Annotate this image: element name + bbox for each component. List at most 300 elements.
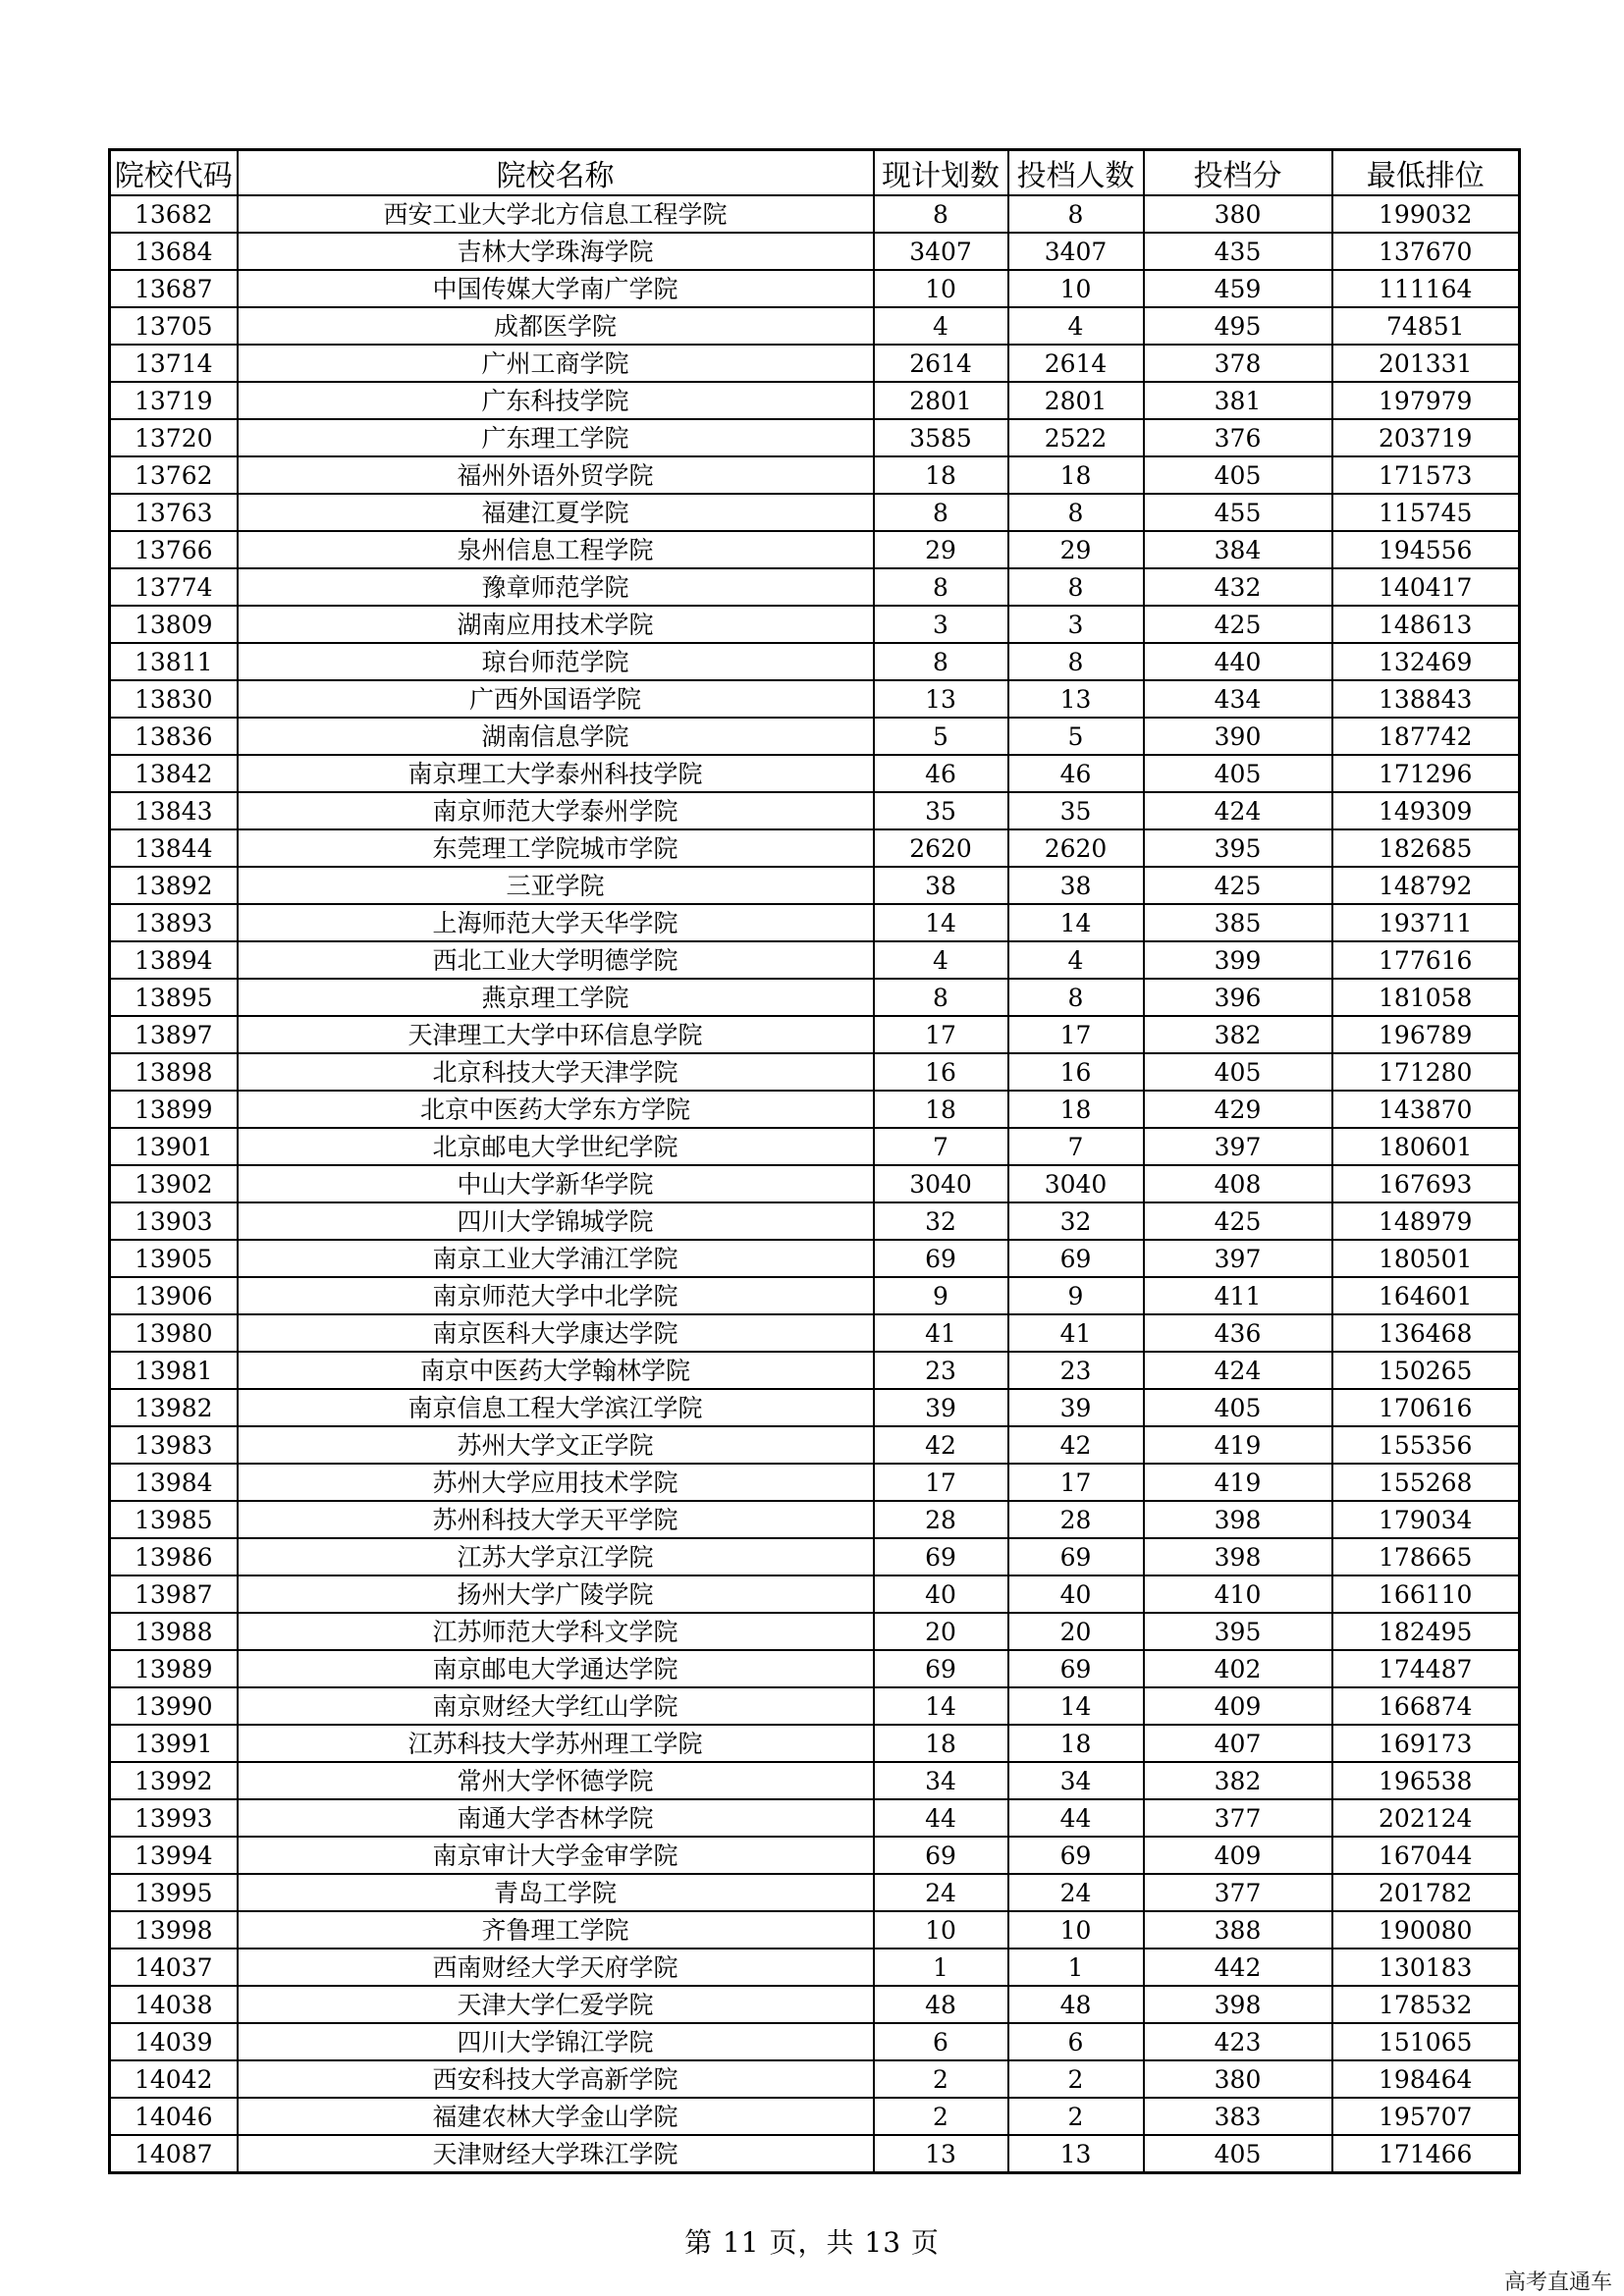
cell-school-code: 13985 (110, 1501, 238, 1538)
cell-lowest-rank: 166110 (1332, 1575, 1520, 1613)
cell-filed-count: 32 (1008, 1202, 1144, 1240)
cell-lowest-rank: 187742 (1332, 718, 1520, 755)
cell-school-code: 13905 (110, 1240, 238, 1277)
cell-planned-count: 17 (874, 1016, 1008, 1053)
cell-filed-count: 29 (1008, 531, 1144, 568)
table-row (110, 1128, 1520, 1165)
cell-filing-score: 459 (1144, 270, 1332, 307)
cell-filed-count: 3 (1008, 606, 1144, 643)
table-row (110, 1464, 1520, 1501)
cell-filing-score: 409 (1144, 1837, 1332, 1874)
cell-filing-score: 384 (1144, 531, 1332, 568)
cell-school-code: 13719 (110, 382, 238, 419)
cell-planned-count: 44 (874, 1799, 1008, 1837)
cell-school-code: 13903 (110, 1202, 238, 1240)
cell-planned-count: 3 (874, 606, 1008, 643)
cell-lowest-rank: 170616 (1332, 1389, 1520, 1426)
header-planned-count: 现计划数 (874, 150, 1008, 196)
cell-school-name: 南京中医药大学翰林学院 (238, 1352, 874, 1389)
cell-school-name: 福州外语外贸学院 (238, 456, 874, 494)
cell-school-name: 燕京理工学院 (238, 979, 874, 1016)
cell-school-code: 14042 (110, 2060, 238, 2098)
cell-school-name: 东莞理工学院城市学院 (238, 829, 874, 867)
cell-lowest-rank: 194556 (1332, 531, 1520, 568)
table-row (110, 1426, 1520, 1464)
cell-school-code: 13981 (110, 1352, 238, 1389)
cell-planned-count: 2 (874, 2098, 1008, 2135)
cell-filing-score: 423 (1144, 2023, 1332, 2060)
cell-lowest-rank: 138843 (1332, 680, 1520, 718)
cell-filing-score: 440 (1144, 643, 1332, 680)
cell-filed-count: 23 (1008, 1352, 1144, 1389)
cell-filing-score: 383 (1144, 2098, 1332, 2135)
table-row (110, 718, 1520, 755)
cell-planned-count: 69 (874, 1837, 1008, 1874)
cell-filing-score: 380 (1144, 195, 1332, 233)
cell-filing-score: 405 (1144, 1389, 1332, 1426)
cell-filing-score: 429 (1144, 1091, 1332, 1128)
cell-school-code: 13990 (110, 1687, 238, 1725)
cell-filed-count: 42 (1008, 1426, 1144, 1464)
table-row (110, 2098, 1520, 2135)
cell-filed-count: 2522 (1008, 419, 1144, 456)
cell-school-name: 上海师范大学天华学院 (238, 904, 874, 941)
cell-filing-score: 442 (1144, 1949, 1332, 1986)
cell-filing-score: 408 (1144, 1165, 1332, 1202)
cell-school-name: 江苏师范大学科文学院 (238, 1613, 874, 1650)
cell-planned-count: 41 (874, 1314, 1008, 1352)
cell-school-name: 江苏科技大学苏州理工学院 (238, 1725, 874, 1762)
cell-lowest-rank: 148979 (1332, 1202, 1520, 1240)
cell-filed-count: 13 (1008, 2135, 1144, 2173)
cell-planned-count: 39 (874, 1389, 1008, 1426)
cell-school-code: 13894 (110, 941, 238, 979)
cell-planned-count: 3040 (874, 1165, 1008, 1202)
table-row (110, 1314, 1520, 1352)
cell-filed-count: 2 (1008, 2060, 1144, 2098)
cell-planned-count: 69 (874, 1650, 1008, 1687)
cell-filing-score: 396 (1144, 979, 1332, 1016)
cell-filed-count: 41 (1008, 1314, 1144, 1352)
table-row (110, 531, 1520, 568)
cell-school-name: 湖南信息学院 (238, 718, 874, 755)
cell-filing-score: 402 (1144, 1650, 1332, 1687)
cell-school-code: 13982 (110, 1389, 238, 1426)
cell-lowest-rank: 167044 (1332, 1837, 1520, 1874)
page-footer: 第 11 页，共 13 页 (684, 2226, 940, 2259)
cell-school-name: 天津理工大学中环信息学院 (238, 1016, 874, 1053)
cell-lowest-rank: 201782 (1332, 1874, 1520, 1911)
cell-planned-count: 5 (874, 718, 1008, 755)
cell-lowest-rank: 203719 (1332, 419, 1520, 456)
cell-planned-count: 7 (874, 1128, 1008, 1165)
cell-filing-score: 435 (1144, 233, 1332, 270)
cell-planned-count: 18 (874, 1091, 1008, 1128)
cell-school-name: 南通大学杏林学院 (238, 1799, 874, 1837)
cell-school-name: 泉州信息工程学院 (238, 531, 874, 568)
cell-school-code: 13989 (110, 1650, 238, 1687)
cell-school-code: 13766 (110, 531, 238, 568)
cell-lowest-rank: 111164 (1332, 270, 1520, 307)
cell-filed-count: 48 (1008, 1986, 1144, 2023)
cell-lowest-rank: 196538 (1332, 1762, 1520, 1799)
cell-filed-count: 8 (1008, 643, 1144, 680)
cell-filed-count: 2620 (1008, 829, 1144, 867)
cell-filing-score: 495 (1144, 307, 1332, 345)
cell-school-code: 13983 (110, 1426, 238, 1464)
table-row (110, 1091, 1520, 1128)
cell-lowest-rank: 74851 (1332, 307, 1520, 345)
cell-planned-count: 9 (874, 1277, 1008, 1314)
cell-filed-count: 69 (1008, 1538, 1144, 1575)
cell-school-name: 西安科技大学高新学院 (238, 2060, 874, 2098)
cell-school-name: 南京师范大学中北学院 (238, 1277, 874, 1314)
cell-filing-score: 424 (1144, 792, 1332, 829)
cell-lowest-rank: 150265 (1332, 1352, 1520, 1389)
cell-lowest-rank: 193711 (1332, 904, 1520, 941)
cell-planned-count: 34 (874, 1762, 1008, 1799)
cell-filed-count: 17 (1008, 1464, 1144, 1501)
cell-lowest-rank: 180501 (1332, 1240, 1520, 1277)
table-row (110, 1650, 1520, 1687)
cell-school-code: 13705 (110, 307, 238, 345)
cell-filed-count: 8 (1008, 494, 1144, 531)
cell-filing-score: 398 (1144, 1501, 1332, 1538)
cell-planned-count: 4 (874, 941, 1008, 979)
cell-school-name: 豫章师范学院 (238, 568, 874, 606)
cell-filed-count: 18 (1008, 1091, 1144, 1128)
cell-school-code: 13811 (110, 643, 238, 680)
cell-lowest-rank: 178665 (1332, 1538, 1520, 1575)
table-row (110, 680, 1520, 718)
cell-filed-count: 69 (1008, 1837, 1144, 1874)
cell-school-code: 13843 (110, 792, 238, 829)
cell-school-code: 13763 (110, 494, 238, 531)
cell-planned-count: 10 (874, 270, 1008, 307)
cell-filing-score: 409 (1144, 1687, 1332, 1725)
cell-lowest-rank: 174487 (1332, 1650, 1520, 1687)
cell-school-code: 13830 (110, 680, 238, 718)
cell-lowest-rank: 143870 (1332, 1091, 1520, 1128)
table-row (110, 1613, 1520, 1650)
cell-school-name: 天津大学仁爱学院 (238, 1986, 874, 2023)
cell-planned-count: 40 (874, 1575, 1008, 1613)
cell-lowest-rank: 148792 (1332, 867, 1520, 904)
cell-planned-count: 38 (874, 867, 1008, 904)
cell-filed-count: 2614 (1008, 345, 1144, 382)
cell-lowest-rank: 197979 (1332, 382, 1520, 419)
table-row (110, 755, 1520, 792)
cell-school-name: 南京师范大学泰州学院 (238, 792, 874, 829)
cell-filed-count: 8 (1008, 195, 1144, 233)
cell-school-code: 13714 (110, 345, 238, 382)
cell-school-code: 13899 (110, 1091, 238, 1128)
cell-school-name: 南京财经大学红山学院 (238, 1687, 874, 1725)
cell-planned-count: 69 (874, 1538, 1008, 1575)
cell-planned-count: 24 (874, 1874, 1008, 1911)
cell-school-name: 南京理工大学泰州科技学院 (238, 755, 874, 792)
cell-school-name: 青岛工学院 (238, 1874, 874, 1911)
cell-planned-count: 32 (874, 1202, 1008, 1240)
cell-lowest-rank: 182685 (1332, 829, 1520, 867)
cell-school-name: 常州大学怀德学院 (238, 1762, 874, 1799)
cell-school-name: 北京中医药大学东方学院 (238, 1091, 874, 1128)
table-row (110, 419, 1520, 456)
cell-school-code: 13893 (110, 904, 238, 941)
cell-school-name: 南京信息工程大学滨江学院 (238, 1389, 874, 1426)
cell-filing-score: 434 (1144, 680, 1332, 718)
cell-school-code: 14087 (110, 2135, 238, 2173)
cell-filing-score: 405 (1144, 2135, 1332, 2173)
cell-filing-score: 382 (1144, 1762, 1332, 1799)
cell-school-code: 13897 (110, 1016, 238, 1053)
cell-school-code: 13988 (110, 1613, 238, 1650)
cell-planned-count: 8 (874, 643, 1008, 680)
cell-lowest-rank: 137670 (1332, 233, 1520, 270)
cell-school-code: 13836 (110, 718, 238, 755)
cell-filing-score: 382 (1144, 1016, 1332, 1053)
table-row (110, 1687, 1520, 1725)
table-row (110, 1762, 1520, 1799)
table-row (110, 1277, 1520, 1314)
cell-lowest-rank: 195707 (1332, 2098, 1520, 2135)
cell-lowest-rank: 155356 (1332, 1426, 1520, 1464)
cell-filed-count: 5 (1008, 718, 1144, 755)
cell-filed-count: 2 (1008, 2098, 1144, 2135)
cell-lowest-rank: 155268 (1332, 1464, 1520, 1501)
cell-school-name: 扬州大学广陵学院 (238, 1575, 874, 1613)
cell-filing-score: 398 (1144, 1538, 1332, 1575)
cell-filed-count: 1 (1008, 1949, 1144, 1986)
cell-lowest-rank: 169173 (1332, 1725, 1520, 1762)
cell-filing-score: 405 (1144, 1053, 1332, 1091)
cell-planned-count: 2801 (874, 382, 1008, 419)
cell-filed-count: 10 (1008, 270, 1144, 307)
table-row (110, 1202, 1520, 1240)
cell-planned-count: 13 (874, 2135, 1008, 2173)
cell-school-code: 13720 (110, 419, 238, 456)
cell-lowest-rank: 166874 (1332, 1687, 1520, 1725)
cell-filing-score: 398 (1144, 1986, 1332, 2023)
cell-school-name: 广东理工学院 (238, 419, 874, 456)
cell-school-name: 南京医科大学康达学院 (238, 1314, 874, 1352)
header-school-name: 院校名称 (238, 150, 874, 196)
cell-filed-count: 16 (1008, 1053, 1144, 1091)
cell-filing-score: 411 (1144, 1277, 1332, 1314)
table-row (110, 1016, 1520, 1053)
cell-filed-count: 8 (1008, 979, 1144, 1016)
cell-school-name: 南京邮电大学通达学院 (238, 1650, 874, 1687)
cell-school-code: 13994 (110, 1837, 238, 1874)
table-row (110, 1799, 1520, 1837)
cell-lowest-rank: 201331 (1332, 345, 1520, 382)
cell-lowest-rank: 190080 (1332, 1911, 1520, 1949)
cell-filed-count: 9 (1008, 1277, 1144, 1314)
cell-planned-count: 28 (874, 1501, 1008, 1538)
cell-filing-score: 405 (1144, 755, 1332, 792)
header-filed-count: 投档人数 (1008, 150, 1144, 196)
cell-school-name: 天津财经大学珠江学院 (238, 2135, 874, 2173)
cell-school-name: 四川大学锦城学院 (238, 1202, 874, 1240)
cell-school-name: 成都医学院 (238, 307, 874, 345)
cell-lowest-rank: 136468 (1332, 1314, 1520, 1352)
cell-school-name: 湖南应用技术学院 (238, 606, 874, 643)
cell-planned-count: 10 (874, 1911, 1008, 1949)
cell-filing-score: 378 (1144, 345, 1332, 382)
cell-school-code: 13993 (110, 1799, 238, 1837)
cell-filed-count: 13 (1008, 680, 1144, 718)
cell-filing-score: 385 (1144, 904, 1332, 941)
cell-school-code: 13684 (110, 233, 238, 270)
cell-school-code: 14038 (110, 1986, 238, 2023)
cell-lowest-rank: 182495 (1332, 1613, 1520, 1650)
cell-school-name: 四川大学锦江学院 (238, 2023, 874, 2060)
cell-filing-score: 376 (1144, 419, 1332, 456)
admissions-table (108, 148, 1521, 2174)
cell-school-code: 13774 (110, 568, 238, 606)
cell-filed-count: 20 (1008, 1613, 1144, 1650)
cell-planned-count: 2620 (874, 829, 1008, 867)
cell-lowest-rank: 171466 (1332, 2135, 1520, 2173)
table-row (110, 568, 1520, 606)
cell-school-name: 苏州大学应用技术学院 (238, 1464, 874, 1501)
table-row (110, 1165, 1520, 1202)
cell-school-code: 14039 (110, 2023, 238, 2060)
cell-filed-count: 2801 (1008, 382, 1144, 419)
cell-planned-count: 8 (874, 494, 1008, 531)
cell-planned-count: 8 (874, 568, 1008, 606)
cell-school-code: 13895 (110, 979, 238, 1016)
cell-school-name: 中山大学新华学院 (238, 1165, 874, 1202)
table-row (110, 195, 1520, 233)
cell-lowest-rank: 196789 (1332, 1016, 1520, 1053)
cell-filing-score: 390 (1144, 718, 1332, 755)
cell-planned-count: 13 (874, 680, 1008, 718)
cell-lowest-rank: 181058 (1332, 979, 1520, 1016)
cell-planned-count: 3407 (874, 233, 1008, 270)
cell-filed-count: 8 (1008, 568, 1144, 606)
cell-filed-count: 34 (1008, 1762, 1144, 1799)
cell-filed-count: 24 (1008, 1874, 1144, 1911)
cell-school-name: 福建农林大学金山学院 (238, 2098, 874, 2135)
cell-planned-count: 3585 (874, 419, 1008, 456)
cell-school-code: 14046 (110, 2098, 238, 2135)
cell-school-name: 吉林大学珠海学院 (238, 233, 874, 270)
cell-lowest-rank: 171280 (1332, 1053, 1520, 1091)
cell-lowest-rank: 179034 (1332, 1501, 1520, 1538)
cell-filed-count: 4 (1008, 307, 1144, 345)
cell-school-name: 广州工商学院 (238, 345, 874, 382)
cell-lowest-rank: 198464 (1332, 2060, 1520, 2098)
cell-school-code: 13892 (110, 867, 238, 904)
cell-school-code: 14037 (110, 1949, 238, 1986)
cell-filing-score: 380 (1144, 2060, 1332, 2098)
cell-planned-count: 8 (874, 195, 1008, 233)
table-row (110, 1538, 1520, 1575)
cell-school-code: 13984 (110, 1464, 238, 1501)
cell-planned-count: 46 (874, 755, 1008, 792)
cell-filed-count: 18 (1008, 456, 1144, 494)
cell-filed-count: 39 (1008, 1389, 1144, 1426)
table-row (110, 1986, 1520, 2023)
cell-school-code: 13901 (110, 1128, 238, 1165)
cell-planned-count: 42 (874, 1426, 1008, 1464)
table-row (110, 1053, 1520, 1091)
cell-planned-count: 29 (874, 531, 1008, 568)
cell-filed-count: 38 (1008, 867, 1144, 904)
cell-lowest-rank: 178532 (1332, 1986, 1520, 2023)
table-row (110, 1389, 1520, 1426)
cell-planned-count: 23 (874, 1352, 1008, 1389)
cell-lowest-rank: 164601 (1332, 1277, 1520, 1314)
cell-planned-count: 69 (874, 1240, 1008, 1277)
cell-school-name: 南京工业大学浦江学院 (238, 1240, 874, 1277)
table-row (110, 382, 1520, 419)
cell-school-code: 13986 (110, 1538, 238, 1575)
cell-filed-count: 3407 (1008, 233, 1144, 270)
table-row (110, 1837, 1520, 1874)
table-row (110, 494, 1520, 531)
cell-lowest-rank: 171296 (1332, 755, 1520, 792)
table-row (110, 1949, 1520, 1986)
table-row (110, 2135, 1520, 2173)
cell-school-name: 江苏大学京江学院 (238, 1538, 874, 1575)
cell-filing-score: 399 (1144, 941, 1332, 979)
cell-filed-count: 35 (1008, 792, 1144, 829)
header-school-code: 院校代码 (110, 150, 238, 196)
cell-school-code: 13898 (110, 1053, 238, 1091)
table-row (110, 1874, 1520, 1911)
cell-filing-score: 410 (1144, 1575, 1332, 1613)
cell-lowest-rank: 151065 (1332, 2023, 1520, 2060)
cell-filing-score: 395 (1144, 829, 1332, 867)
cell-school-name: 西安工业大学北方信息工程学院 (238, 195, 874, 233)
cell-filed-count: 4 (1008, 941, 1144, 979)
watermark-logo-text: 高考直通车 (1503, 2270, 1612, 2295)
table-row (110, 606, 1520, 643)
cell-filing-score: 455 (1144, 494, 1332, 531)
cell-filed-count: 3040 (1008, 1165, 1144, 1202)
cell-school-code: 13998 (110, 1911, 238, 1949)
table-row (110, 1911, 1520, 1949)
cell-school-name: 北京邮电大学世纪学院 (238, 1128, 874, 1165)
cell-filed-count: 69 (1008, 1650, 1144, 1687)
cell-planned-count: 1 (874, 1949, 1008, 1986)
table-row (110, 829, 1520, 867)
table-row (110, 1501, 1520, 1538)
cell-filing-score: 419 (1144, 1426, 1332, 1464)
cell-school-code: 13844 (110, 829, 238, 867)
cell-school-code: 13906 (110, 1277, 238, 1314)
cell-lowest-rank: 130183 (1332, 1949, 1520, 1986)
cell-school-code: 13987 (110, 1575, 238, 1613)
cell-filed-count: 14 (1008, 1687, 1144, 1725)
cell-filing-score: 395 (1144, 1613, 1332, 1650)
table-row (110, 643, 1520, 680)
cell-filing-score: 424 (1144, 1352, 1332, 1389)
table-row (110, 233, 1520, 270)
cell-filing-score: 397 (1144, 1128, 1332, 1165)
cell-lowest-rank: 199032 (1332, 195, 1520, 233)
cell-filed-count: 44 (1008, 1799, 1144, 1837)
cell-lowest-rank: 140417 (1332, 568, 1520, 606)
cell-planned-count: 35 (874, 792, 1008, 829)
cell-filing-score: 381 (1144, 382, 1332, 419)
cell-filing-score: 405 (1144, 456, 1332, 494)
table-row (110, 979, 1520, 1016)
cell-filed-count: 40 (1008, 1575, 1144, 1613)
table-row (110, 941, 1520, 979)
